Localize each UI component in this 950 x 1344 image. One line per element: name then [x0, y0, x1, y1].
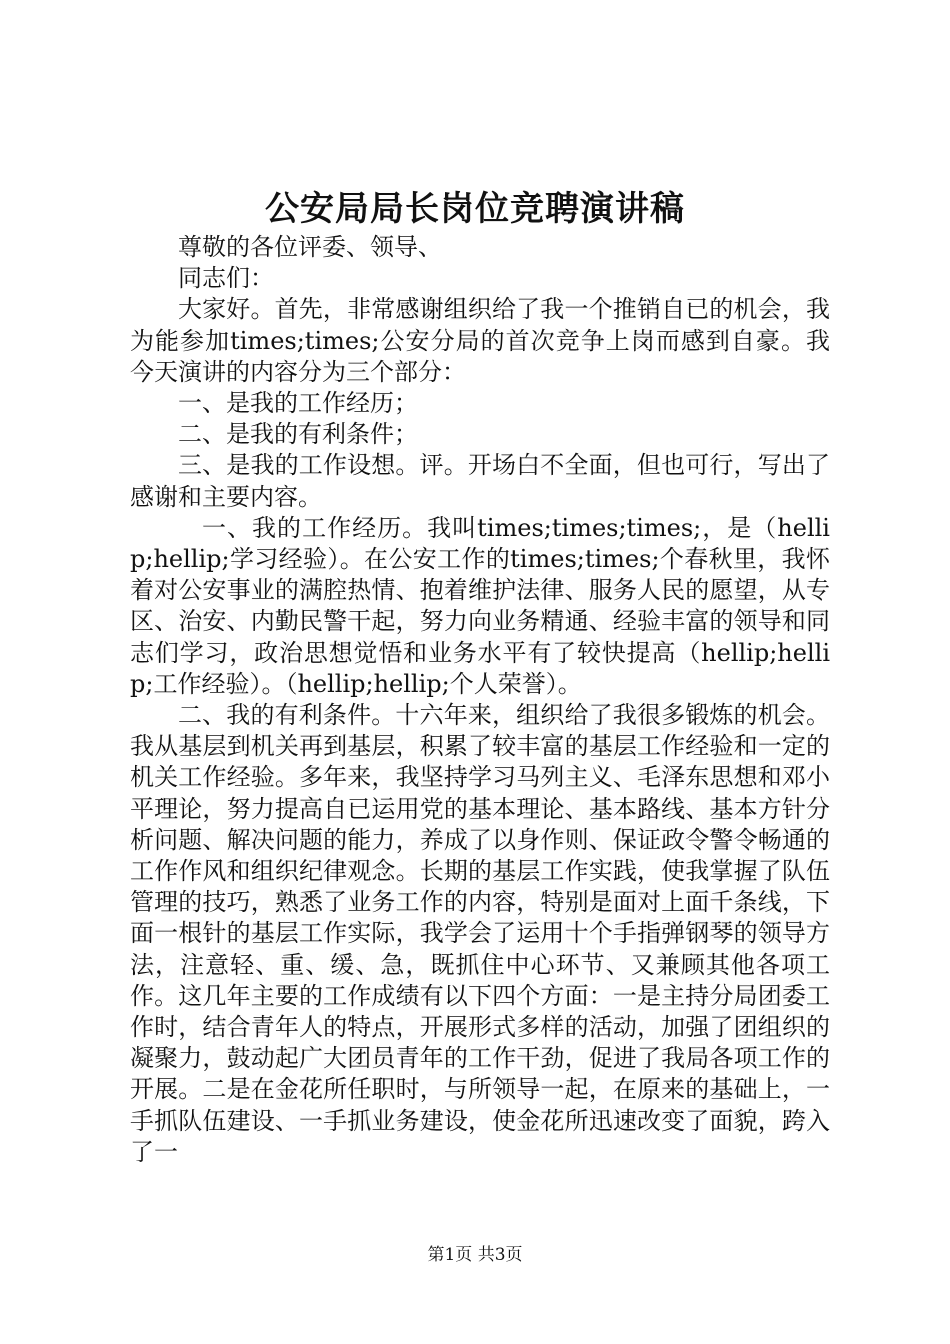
page-footer: 第1页 共3页	[427, 1245, 523, 1265]
paragraph-work-experience: 一、我的工作经历。我叫times;times;times;，是（hellip;hellip;学习经验）。在公安工作的times;times;个春秋里，我怀着对公安事业的满腔热情、抱着维护法律、服务人民的愿望，从专区、治安、内勤民警干起，努力向业务精通、经验丰富的领导和同志们学习，政治思想觉悟和业务水平有了较快提高（hellip;hellip;工作经验）。（hellip;hellip;个人荣誉）。	[130, 513, 830, 698]
paragraph-outline-3: 三、是我的工作设想。评。开场白不全面，但也可行，写出了感谢和主要内容。	[130, 451, 830, 511]
paragraph-intro: 大家好。首先，非常感谢组织给了我一个推销自已的机会，我为能参加times;times;公安分局的首次竞争上岗而感到自豪。我今天演讲的内容分为三个部分：	[130, 295, 830, 386]
document-body	[130, 232, 830, 1168]
paragraph-advantages: 二、我的有利条件。十六年来，组织给了我很多锻炼的机会。我从基层到机关再到基层，积累了较丰富的基层工作经验和一定的机关工作经验。多年来，我坚持学习马列主义、毛泽东思想和邓小平理论，努力提高自已运用党的基本理论、基本路线、基本方针分析问题、解决问题的能力，养成了以身作则、保证政令警令畅通的工作作风和组织纪律观念。长期的基层工作实践，使我掌握了队伍管理的技巧，熟悉了业务工作的内容，特别是面对上面千条线，下面一根针的基层工作实际，我学会了运用十个手指弹钢琴的领导方法，注意轻、重、缓、急，既抓住中心环节、又兼顾其他各项工作。这几年主要的工作成绩有以下四个方面：一是主持分局团委工作时，结合青年人的特点，开展形式多样的活动，加强了团组织的凝聚力，鼓动起广大团员青年的工作干劲，促进了我局各项工作的开展。二是在金花所任职时，与所领导一起，在原来的基础上，一手抓队伍建设、一手抓业务建设，使金花所迅速改变了面貌，跨入了一	[130, 701, 830, 1166]
paragraph-outline-1: 一、是我的工作经历；	[178, 389, 418, 418]
paragraph-salutation-2: 同志们：	[178, 264, 274, 293]
document-title: 公安局局长岗位竞聘演讲稿	[265, 189, 685, 229]
paragraph-salutation: 尊敬的各位评委、领导、	[178, 233, 442, 261]
paragraph-outline-2: 二、是我的有利条件；	[178, 420, 418, 449]
